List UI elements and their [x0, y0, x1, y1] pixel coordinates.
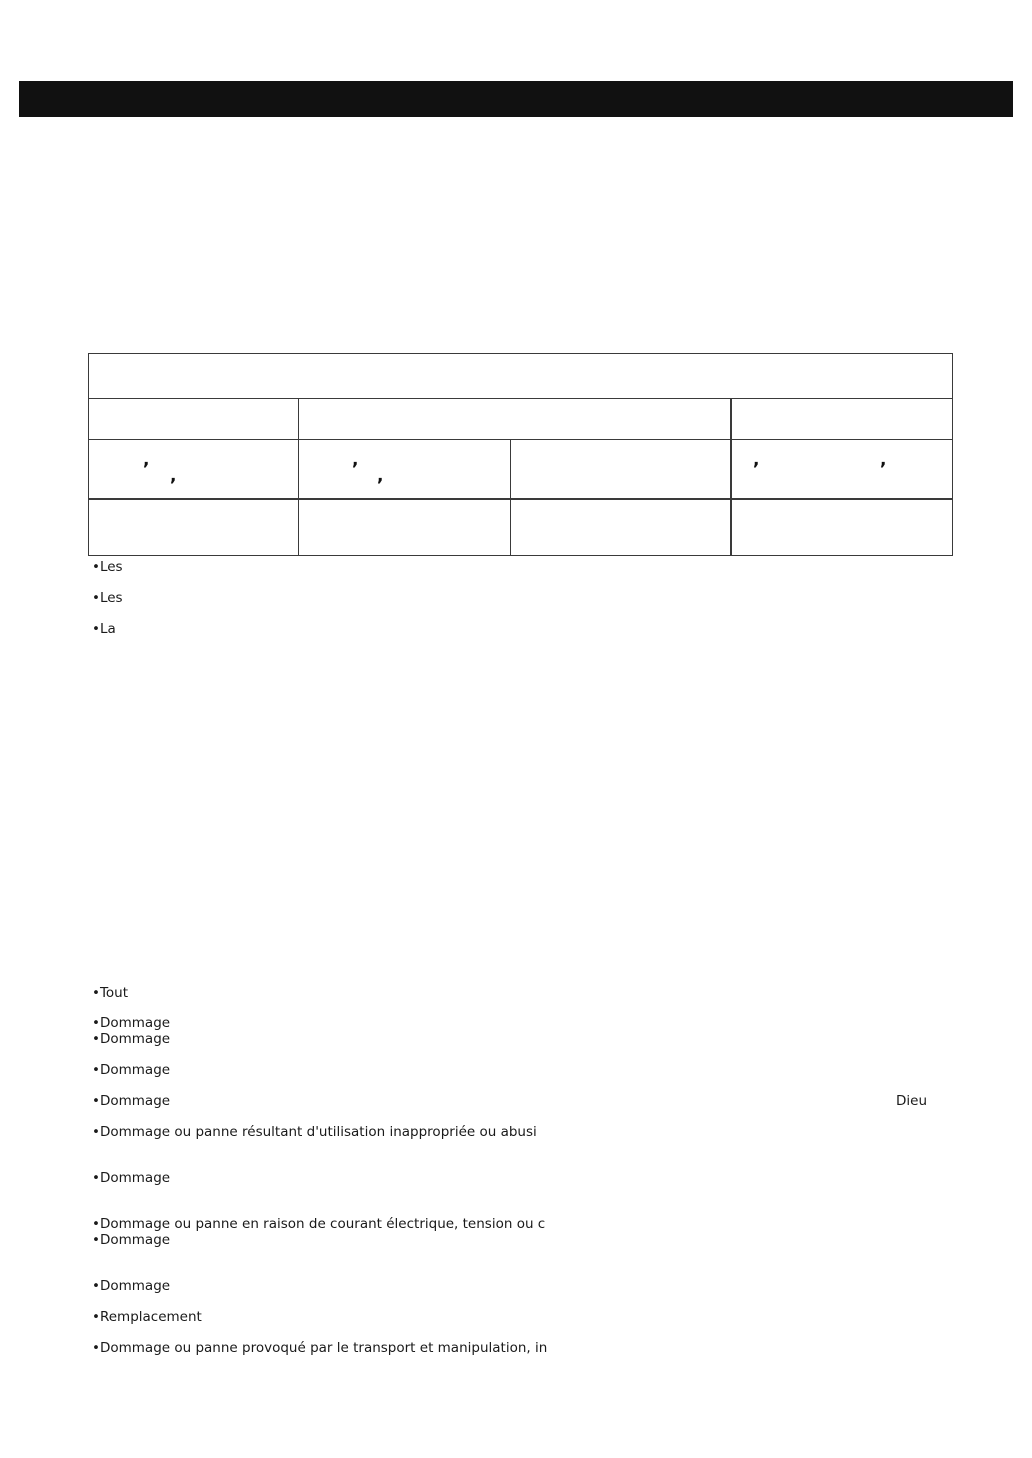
- table-col-divider: [510, 439, 511, 555]
- table-row-divider: [89, 498, 952, 500]
- table-cell-mark: ,: [880, 450, 887, 470]
- exclusion-item: •Dommage: [92, 1093, 171, 1109]
- section-title-bar: [19, 81, 1013, 117]
- table-row-divider: [89, 439, 952, 440]
- exclusion-item: •Dommage: [92, 1278, 171, 1294]
- exclusion-item-fragment: Dieu: [896, 1093, 928, 1109]
- table-cell-mark: ,: [170, 466, 177, 486]
- table-cell-mark: ,: [753, 450, 760, 470]
- exclusion-item: •Tout: [92, 985, 129, 1001]
- table-cell-mark: ,: [377, 466, 384, 486]
- exclusion-item: •Dommage ou panne résultant d'utilisation inappropriée ou abusi: [92, 1124, 537, 1140]
- table-col-divider: [730, 398, 732, 555]
- table-cell-mark: ,: [352, 450, 359, 470]
- exclusion-item: •Dommage: [92, 1170, 171, 1186]
- table-note: •Les: [92, 590, 123, 606]
- table-row-divider: [89, 398, 952, 399]
- exclusion-item: •Dommage: [92, 1062, 171, 1078]
- exclusion-item: •Dommage ou panne en raison de courant électrique, tension ou c: [92, 1216, 546, 1232]
- table-note: •La: [92, 621, 116, 637]
- exclusion-item: •Dommage: [92, 1015, 171, 1031]
- warranty-table: [88, 353, 953, 556]
- exclusion-item: •Dommage: [92, 1031, 171, 1047]
- exclusion-item: •Dommage ou panne provoqué par le transport et manipulation, in: [92, 1340, 548, 1356]
- table-col-divider: [298, 398, 299, 555]
- table-note: •Les: [92, 559, 123, 575]
- exclusion-item: •Dommage: [92, 1232, 171, 1248]
- exclusion-item: •Remplacement: [92, 1309, 202, 1325]
- table-cell-mark: ,: [143, 450, 150, 470]
